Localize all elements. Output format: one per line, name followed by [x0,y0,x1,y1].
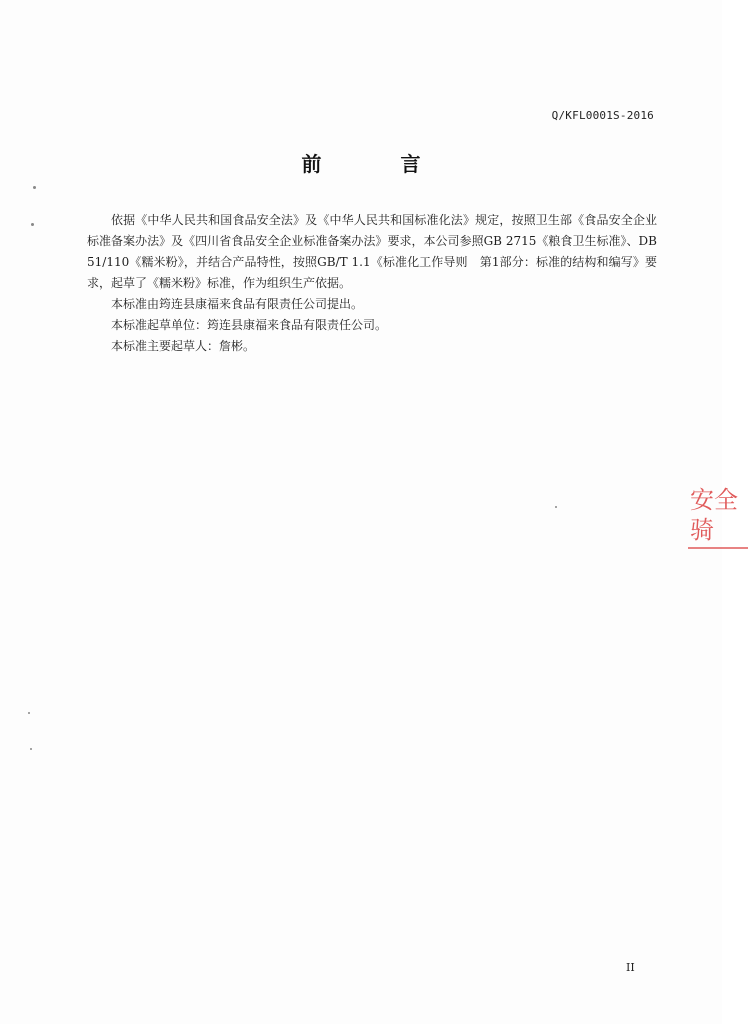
scan-speck [555,506,557,508]
scan-speck [33,186,36,189]
scan-speck [28,712,30,714]
page-number: II [626,961,635,974]
svg-text:骑: 骑 [690,516,714,544]
paragraph-drafting-unit: 本标准起草单位：筠连县康福来食品有限责任公司。 [111,318,388,332]
svg-text:全: 全 [714,486,738,514]
preface-body [87,210,657,357]
paragraph-basis: 依据《中华人民共和国食品安全法》及《中华人民共和国标准化法》规定，按照卫生部《食品安全企业标准备案办法》及《四川省食品安全企业标准备案办法》要求，本公司参照GB 2715《粮食卫生标准》、DB 51/110《糯米粉》，并结合产品特性，按照GB/T 1.1《标准化工作导则 第1部分：标准的结构和编写》要求，起草了《糯米粉》标准，作为组织生产依据。 [87,213,657,290]
red-seal-stamp [688,478,748,558]
scan-speck [31,223,34,226]
scan-speck [30,748,32,750]
svg-text:安: 安 [690,486,714,514]
paragraph-drafter: 本标准主要起草人：詹彬。 [111,339,256,353]
page-title: 前 言 [301,152,457,176]
paragraph-proposer: 本标准由筠连县康福来食品有限责任公司提出。 [111,297,364,311]
standard-code: Q/KFL0001S-2016 [551,109,654,122]
